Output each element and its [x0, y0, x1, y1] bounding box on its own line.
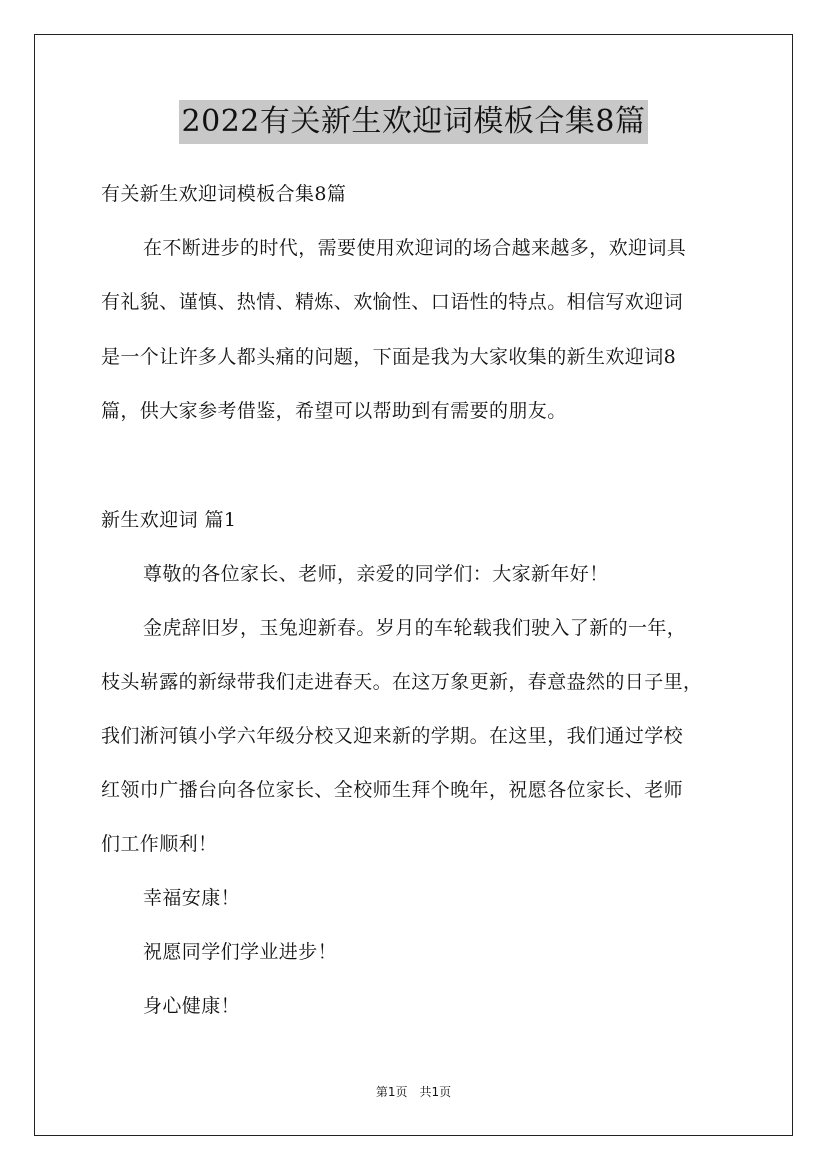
document-subtitle: 有关新生欢迎词模板合集8篇	[101, 183, 347, 205]
body-line-4: 红领巾广播台向各位家长、全校师生拜个晚年，祝愿各位家长、老师	[101, 779, 684, 801]
body-line-5: 们工作顺利！	[101, 833, 218, 855]
body-line-3: 我们淅河镇小学六年级分校又迎来新的学期。在这里，我们通过学校	[101, 725, 684, 747]
salutation: 尊敬的各位家长、老师，亲爱的同学们：大家新年好！	[143, 563, 609, 585]
page-number-footer: 第1页 共1页	[375, 1085, 452, 1099]
body-line-2: 枝头崭露的新绿带我们走进春天。在这万象更新，春意盎然的日子里，	[101, 671, 703, 693]
wish-line-2: 祝愿同学们学业进步！	[143, 941, 338, 963]
section-heading: 新生欢迎词 篇1	[101, 509, 237, 531]
intro-line-2: 有礼貌、谨慎、热情、精炼、欢愉性、口语性的特点。相信写欢迎词	[101, 291, 684, 313]
intro-line-1: 在不断进步的时代，需要使用欢迎词的场合越来越多，欢迎词具	[143, 237, 687, 259]
intro-line-4: 篇，供大家参考借鉴，希望可以帮助到有需要的朋友。	[101, 400, 567, 422]
body-line-1: 金虎辞旧岁，玉兔迎新春。岁月的车轮载我们驶入了新的一年，	[143, 617, 687, 639]
wish-line-1: 幸福安康！	[143, 887, 241, 909]
intro-line-3: 是一个让许多人都头痛的问题，下面是我为大家收集的新生欢迎词8	[101, 346, 677, 368]
title-wrapper	[0, 100, 827, 144]
wish-line-3: 身心健康！	[143, 995, 241, 1017]
document-title: 2022有关新生欢迎词模板合集8篇	[179, 100, 649, 144]
